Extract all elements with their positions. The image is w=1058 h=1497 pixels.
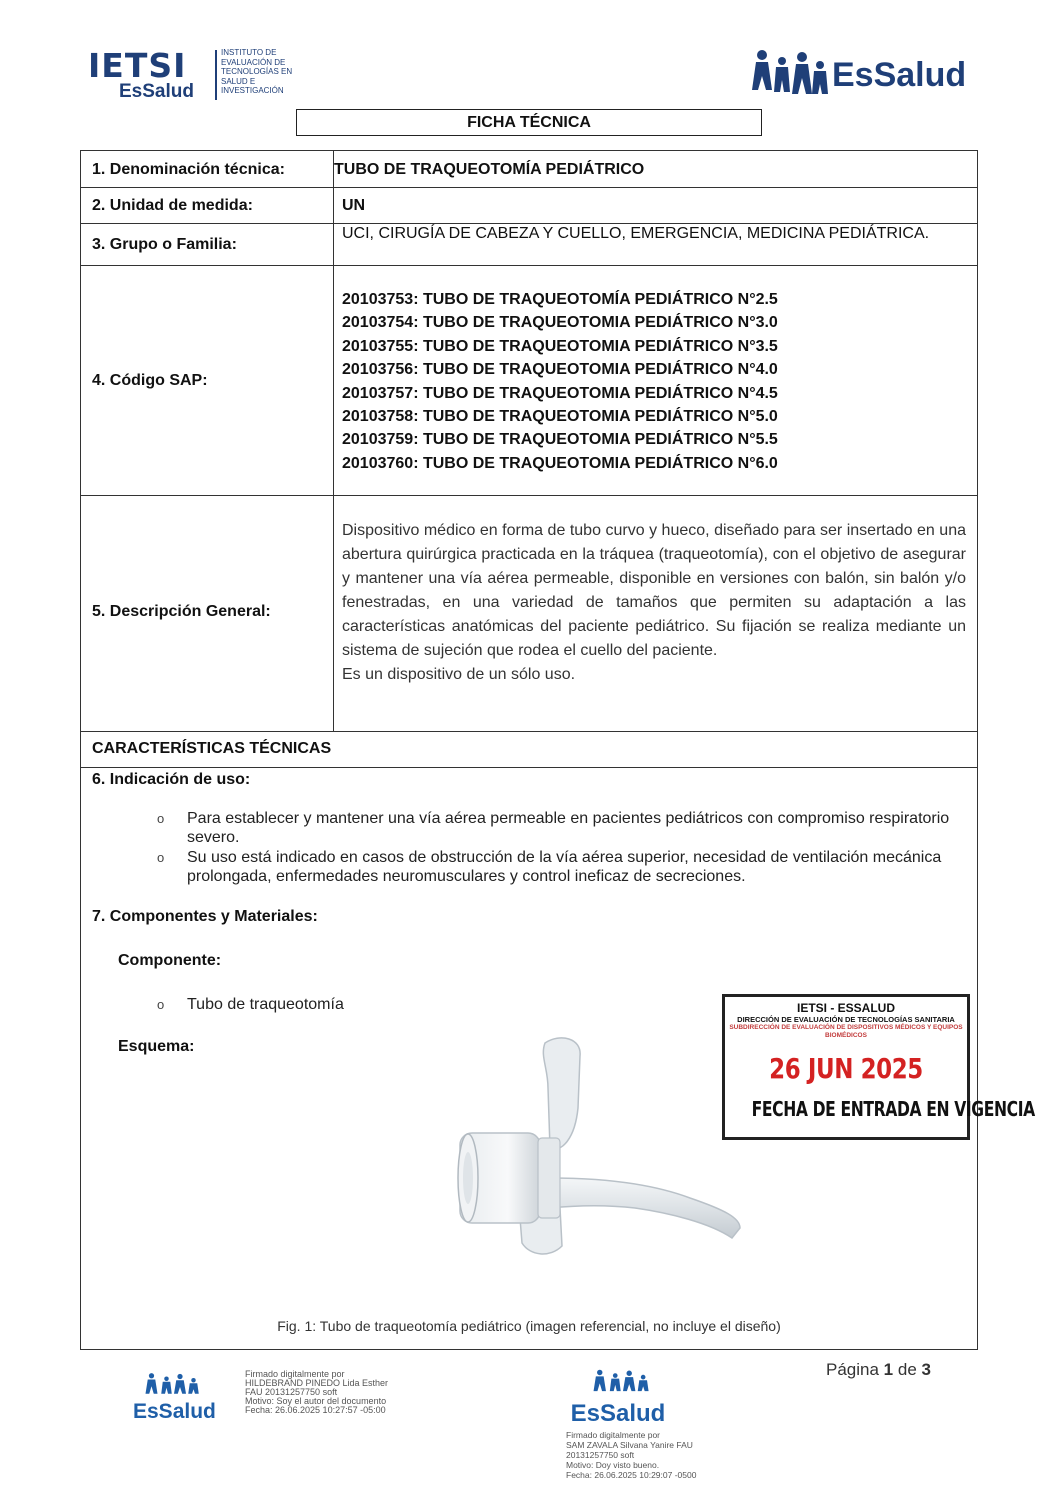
sap-code-item: 20103755: TUBO DE TRAQUEOTOMIA PEDIÁTRICO N°3.5 <box>342 337 778 355</box>
description-paragraph: Dispositivo médico en forma de tubo curvo y hueco, diseñado para ser insertado en una abertura quirúrgica practicada en la tráquea (traqueotomía), con el objetivo de asegurar y mantener una vía aérea permeable, disponible en versiones con balón, sin balón y/o fenestradas, en una variedad de tamaños que permiten su adaptación a las características anatómicas del paciente pediátrico. Su fijación se realiza mediante un sistema de sujeción que rodea el cuello del paciente. <box>342 522 966 659</box>
description-label: 5. Descripción General: <box>92 603 271 620</box>
page-prefix: Página <box>826 1360 884 1379</box>
sap-code-list <box>342 288 778 475</box>
row-divider <box>81 265 977 266</box>
essalud-family-icon <box>752 48 830 98</box>
denomination-value: TUBO DE TRAQUEOTOMÍA PEDIÁTRICO <box>334 161 645 178</box>
row-divider <box>81 495 977 496</box>
row-divider <box>81 731 977 732</box>
list-item <box>157 809 957 847</box>
page-mid: de <box>893 1360 922 1379</box>
sap-code-item: 20103760: TUBO DE TRAQUEOTOMIA PEDIÁTRICO N°6.0 <box>342 454 778 472</box>
sap-code-item: 20103753: TUBO DE TRAQUEOTOMÍA PEDIÁTRICO N°2.5 <box>342 291 778 308</box>
stamp-date: 26 JUN 2025 <box>769 1052 923 1085</box>
essalud-logo-word: EsSalud <box>832 56 967 94</box>
group-value: UCI, CIRUGÍA DE CABEZA Y CUELLO, EMERGENCIA, MEDICINA PEDIÁTRICA. <box>342 225 930 242</box>
ietsi-logo-word: IETSI <box>88 46 187 85</box>
ietsi-logo <box>88 46 308 102</box>
ietsi-logo-sub: EsSalud <box>119 81 194 102</box>
component-text: Tubo de traqueotomía <box>187 996 344 1013</box>
bullet-icon: o <box>157 997 165 1012</box>
page-title: FICHA TÉCNICA <box>296 109 762 136</box>
stamp-title: IETSI - ESSALUD <box>796 1001 895 1015</box>
row-divider <box>81 767 977 768</box>
list-item <box>157 848 957 886</box>
sap-code-item: 20103759: TUBO DE TRAQUEOTOMIA PEDIÁTRICO N°5.5 <box>342 431 778 449</box>
sap-code-item: 20103754: TUBO DE TRAQUEOTOMIA PEDIÁTRICO N°3.0 <box>342 314 778 332</box>
denomination-label: 1. Denominación técnica: <box>92 161 285 178</box>
stamp-caption: FECHA DE ENTRADA EN VIGENCIA <box>751 1097 1035 1121</box>
group-label: 3. Grupo o Familia: <box>92 236 237 253</box>
sap-code-item: 20103757: TUBO DE TRAQUEOTOMIA PEDIÁTRICO N°4.5 <box>342 384 778 402</box>
page-number <box>826 1360 931 1380</box>
unit-label: 2. Unidad de medida: <box>92 197 253 214</box>
sap-code-label: 4. Código SAP: <box>92 372 208 389</box>
schema-label: Esquema: <box>118 1038 195 1055</box>
indication-text: Para establecer y mantener una vía aérea permeable en pacientes pediátricos con compromiso respiratorio severo. <box>187 810 950 846</box>
bullet-icon: o <box>157 850 165 865</box>
page-current: 1 <box>883 1360 894 1379</box>
sap-code-item: 20103756: TUBO DE TRAQUEOTOMIA PEDIÁTRICO N°4.0 <box>342 361 778 379</box>
column-divider <box>333 151 334 731</box>
stamp-subdirection: SUBDIRECCIÓN DE EVALUACIÓN DE DISPOSITIVOS MÉDICOS Y EQUIPOS BIOMÉDICOS <box>729 1024 963 1039</box>
essalud-footer-logo-word: EsSalud <box>133 1400 216 1423</box>
description-text <box>342 519 966 687</box>
bullet-icon: o <box>157 811 165 826</box>
indication-list <box>157 809 957 887</box>
essalud-family-icon <box>144 1372 204 1396</box>
row-1-label <box>92 161 285 179</box>
digital-signature-2: Firmado digitalmente por SAM ZAVALA Silvana Yanire FAU 20131257750 soft Motivo: Doy visto bueno. Fecha: 26.06.2025 10:29:07 -0500 <box>566 1430 697 1480</box>
essalud-family-icon <box>592 1366 654 1396</box>
technical-heading: CARACTERÍSTICAS TÉCNICAS <box>92 740 332 757</box>
group-label-wrap <box>92 236 237 254</box>
essalud-footer-logo <box>133 1370 215 1424</box>
row-divider <box>81 223 977 224</box>
components-title: 7. Componentes y Materiales: <box>92 908 318 925</box>
figure-caption: Fig. 1: Tubo de traqueotomía pediátrico (imagen referencial, no incluye el diseño) <box>277 1318 781 1334</box>
page-total: 3 <box>921 1360 931 1379</box>
row-divider <box>81 187 977 188</box>
ietsi-logo-divider <box>215 50 217 100</box>
description-single-use: Es un dispositivo de un sólo uso. <box>342 666 576 683</box>
essalud-footer-logo-center <box>566 1364 670 1428</box>
stamp-direction: DIRECCIÓN DE EVALUACIÓN DE TECNOLOGÍAS SANITARIA <box>737 1015 955 1024</box>
ietsi-logo-institute: INSTITUTO DE EVALUACIÓN DE TECNOLOGÍAS EN SALUD E INVESTIGACIÓN <box>221 48 293 95</box>
component-label: Componente: <box>118 952 222 969</box>
indication-text: Su uso está indicado en casos de obstrucción de la vía aérea superior, necesidad de ventilación mecánica prolongada, enfermedades neuromusculares y control ineficaz de secreciones. <box>187 849 942 885</box>
validity-stamp <box>722 994 1035 1140</box>
sap-code-item: 20103758: TUBO DE TRAQUEOTOMIA PEDIÁTRICO N°5.0 <box>342 408 778 426</box>
unit-value: UN <box>342 197 366 214</box>
essalud-logo <box>752 48 982 102</box>
essalud-footer-logo-word: EsSalud <box>570 1400 666 1427</box>
digital-signature-1: Firmado digitalmente por HILDEBRAND PINEDO Lida Esther FAU 20131257750 soft Motivo: Soy el autor del documento Fecha: 26.06.2025 10:27:57 -05:00 <box>245 1369 389 1415</box>
tracheostomy-tube-image <box>450 1028 750 1278</box>
indication-title: 6. Indicación de uso: <box>92 771 251 788</box>
